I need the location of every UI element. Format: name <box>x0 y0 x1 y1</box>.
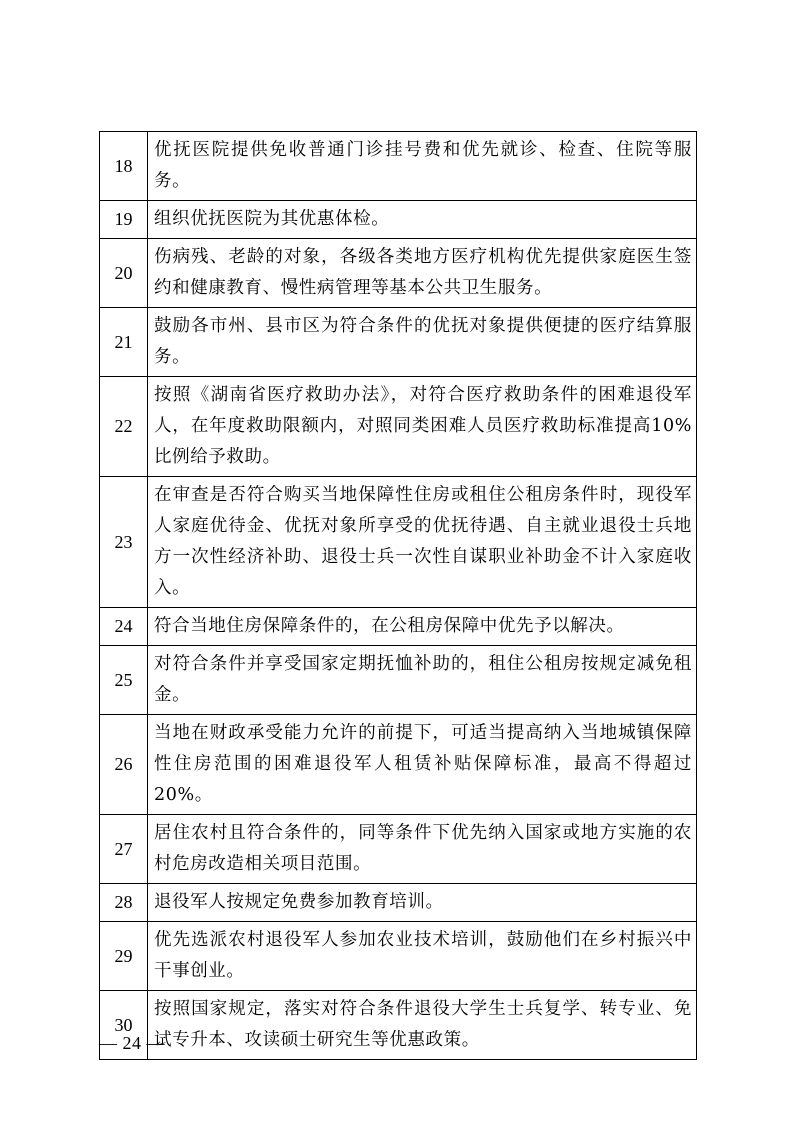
row-number: 28 <box>100 884 148 922</box>
row-text: 在审查是否符合购买当地保障性住房或租住公租房条件时，现役军人家庭优待金、优抚对象所享受的优抚待遇、自主就业退役士兵地方一次性经济补助、退役士兵一次性自谋职业补助金不计入家庭收入。 <box>148 477 697 608</box>
table-row <box>100 991 697 1060</box>
row-text: 优先选派农村退役军人参加农业技术培训，鼓励他们在乡村振兴中干事创业。 <box>148 922 697 991</box>
row-text: 对符合条件并享受国家定期抚恤补助的，租住公租房按规定减免租金。 <box>148 646 697 715</box>
table-row <box>100 608 697 646</box>
row-text: 退役军人按规定免费参加教育培训。 <box>148 884 697 922</box>
table-row <box>100 646 697 715</box>
table-row <box>100 239 697 308</box>
table-row <box>100 715 697 815</box>
table-row <box>100 132 697 201</box>
row-number: 26 <box>100 715 148 815</box>
table-row <box>100 377 697 477</box>
table-row <box>100 308 697 377</box>
row-number: 27 <box>100 815 148 884</box>
row-number: 25 <box>100 646 148 715</box>
row-text: 符合当地住房保障条件的，在公租房保障中优先予以解决。 <box>148 608 697 646</box>
row-number: 30 <box>100 991 148 1060</box>
row-text: 伤病残、老龄的对象，各级各类地方医疗机构优先提供家庭医生签约和健康教育、慢性病管理等基本公共卫生服务。 <box>148 239 697 308</box>
table-row <box>100 201 697 239</box>
row-number: 22 <box>100 377 148 477</box>
table-row <box>100 922 697 991</box>
page-number: — 24 — <box>99 1033 165 1053</box>
row-text: 组织优抚医院为其优惠体检。 <box>148 201 697 239</box>
policy-table <box>99 131 697 1060</box>
row-text: 当地在财政承受能力允许的前提下，可适当提高纳入当地城镇保障性住房范围的困难退役军人租赁补贴保障标准，最高不得超过20%。 <box>148 715 697 815</box>
row-text: 按照国家规定，落实对符合条件退役大学生士兵复学、转专业、免试专升本、攻读硕士研究生等优惠政策。 <box>148 991 697 1060</box>
table-row <box>100 884 697 922</box>
row-text: 优抚医院提供免收普通门诊挂号费和优先就诊、检查、住院等服务。 <box>148 132 697 201</box>
row-text: 按照《湖南省医疗救助办法》，对符合医疗救助条件的困难退役军人，在年度救助限额内，对照同类困难人员医疗救助标准提高10%比例给予救助。 <box>148 377 697 477</box>
table-row <box>100 815 697 884</box>
table-row <box>100 477 697 608</box>
row-number: 21 <box>100 308 148 377</box>
row-number: 19 <box>100 201 148 239</box>
row-text: 鼓励各市州、县市区为符合条件的优抚对象提供便捷的医疗结算服务。 <box>148 308 697 377</box>
row-number: 18 <box>100 132 148 201</box>
row-text: 居住农村且符合条件的，同等条件下优先纳入国家或地方实施的农村危房改造相关项目范围。 <box>148 815 697 884</box>
row-number: 23 <box>100 477 148 608</box>
row-number: 24 <box>100 608 148 646</box>
row-number: 20 <box>100 239 148 308</box>
row-number: 29 <box>100 922 148 991</box>
